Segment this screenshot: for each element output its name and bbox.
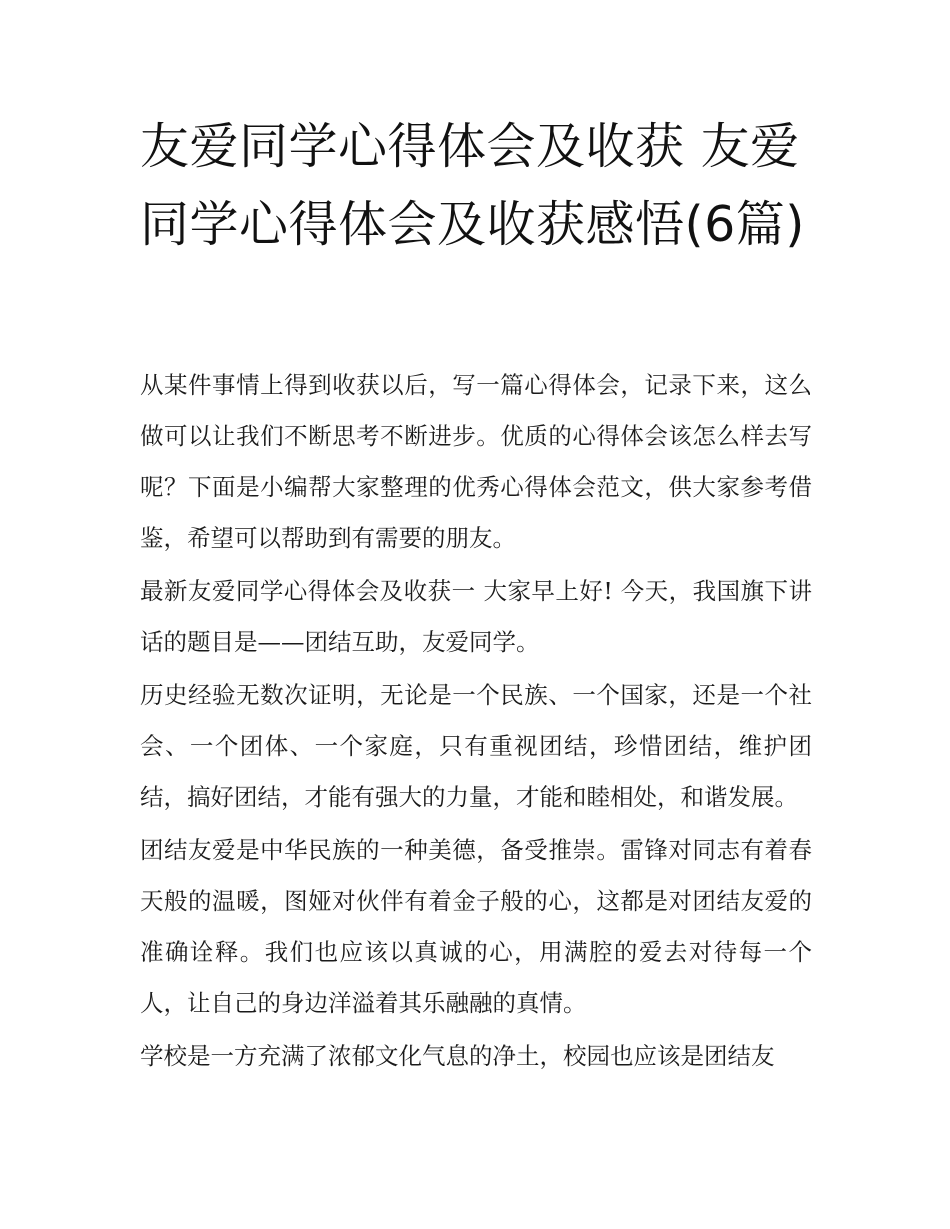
document-title: 友爱同学心得体会及收获 友爱同学心得体会及收获感悟(6篇) [140, 118, 805, 253]
paragraph-history: 历史经验无数次证明，无论是一个民族、一个国家，还是一个社会、一个团体、一个家庭，只有重视团结，珍惜团结，维护团结，搞好团结，才能有强大的力量，才能和睦相处，和谐发展。 [140, 681, 812, 811]
paragraph-intro: 从某件事情上得到收获以后，写一篇心得体会，记录下来，这么做可以让我们不断思考不断进步。优质的心得体会该怎么样去写呢？下面是小编帮大家整理的优秀心得体会范文，供大家参考借鉴，希望可以帮助到有需要的朋友。 [140, 371, 812, 552]
paragraph-virtue: 团结友爱是中华民族的一种美德，备受推崇。雷锋对同志有着春天般的温暖，图娅对伙伴有着金子般的心，这都是对团结友爱的准确诠释。我们也应该以真诚的心，用满腔的爱去对待每一个人，让自己的身边洋溢着其乐融融的真情。 [140, 836, 812, 1017]
paragraph-speech-opening: 最新友爱同学心得体会及收获一 大家早上好! 今天，我国旗下讲话的题目是——团结互助，友爱同学。 [140, 577, 812, 656]
paragraph-school: 学校是一方充满了浓郁文化气息的净土，校园也应该是团结友 [140, 1042, 775, 1070]
document-body [140, 360, 812, 1084]
